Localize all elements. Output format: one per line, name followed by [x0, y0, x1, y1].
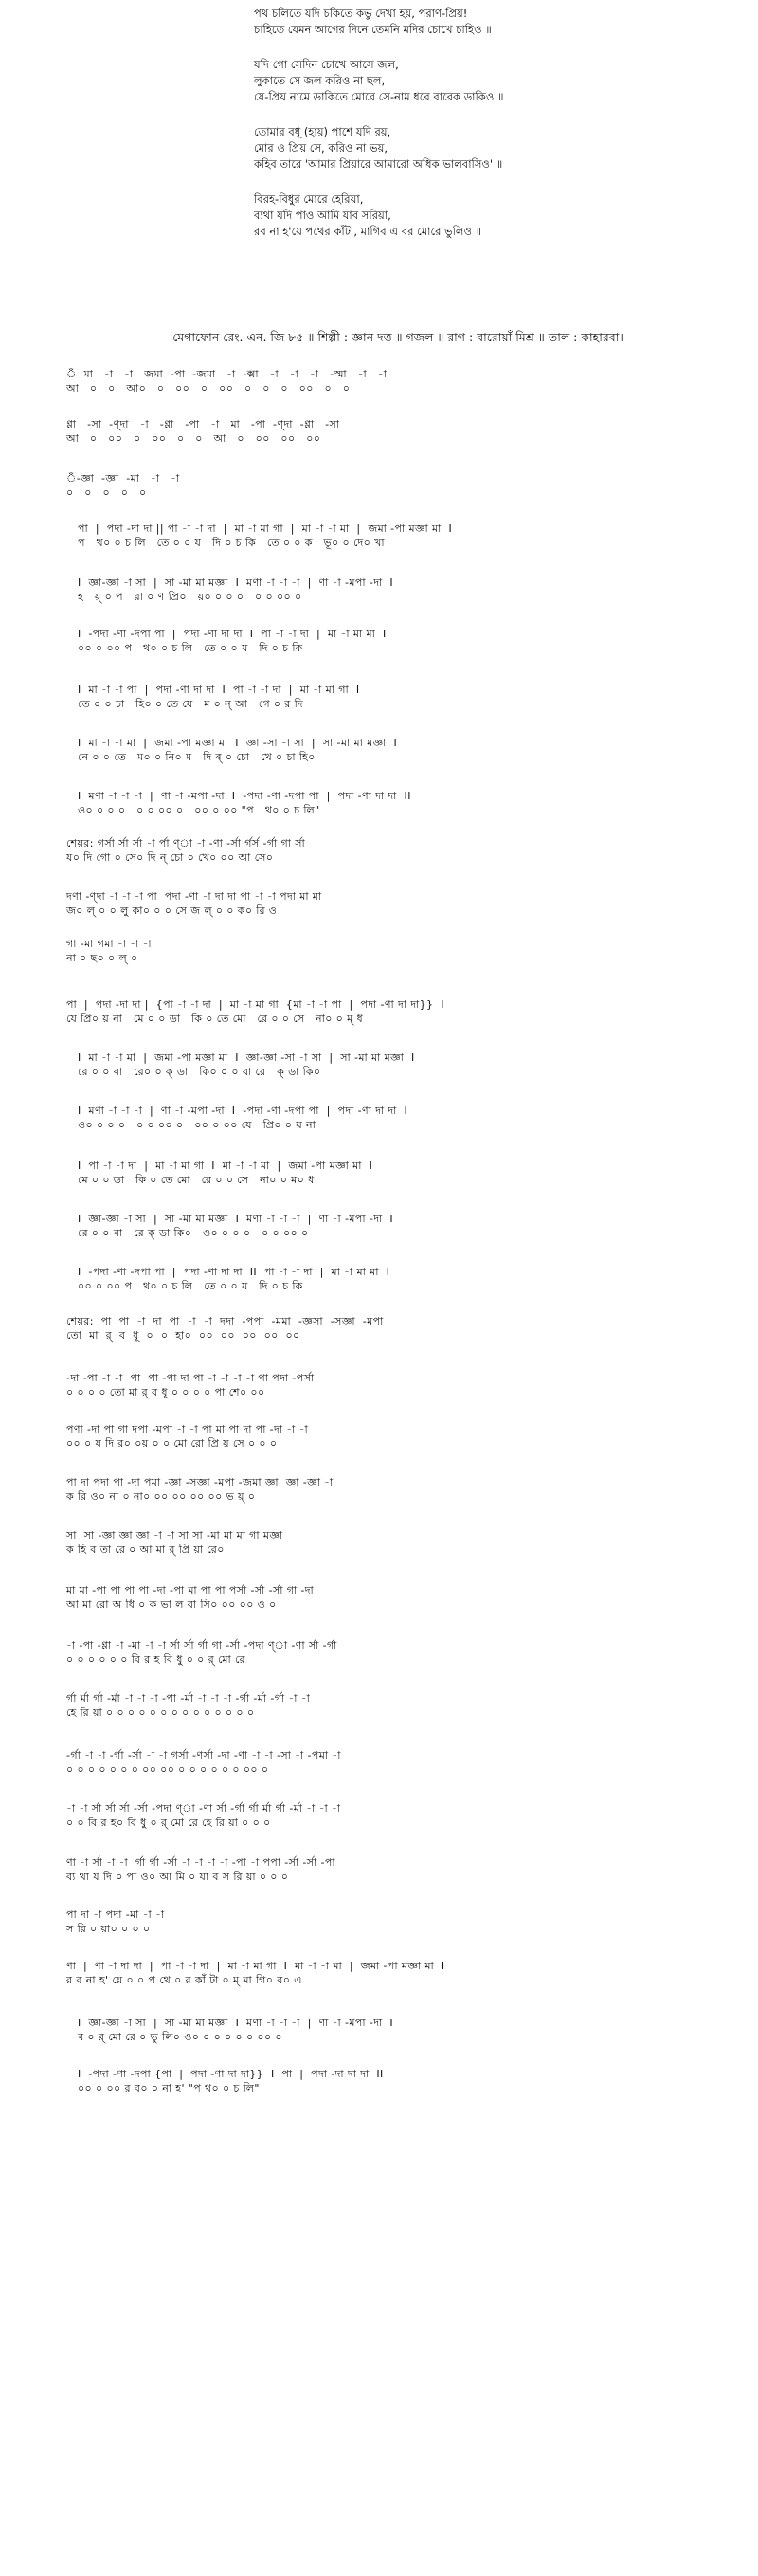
notation-row — [0, 1908, 758, 1936]
syllable-line: মে ০ ০ ডা কি ০ তে মো রে ০ ০ সে না০ ০ ম০ ধ — [78, 1174, 315, 1186]
swara-line: I জ্ঞা-জ্ঞা -া সা | সা -মা মা মজ্ঞা I মণা -া -া -া | ণা -া -মপা -দা I — [78, 1213, 393, 1225]
lyric-line: মোর ও প্রিয় সে, করিও না ভয়, — [254, 141, 388, 155]
lyrics-stanza — [254, 57, 728, 105]
swara-line: -র্গা -া -া -র্গা -র্সা -া -া গর্সা -ণর্সা -দা -ণা -া -া -সা -া -পমা -া — [66, 1749, 341, 1762]
notation-row — [0, 1159, 758, 1187]
notation-row — [0, 997, 758, 1026]
swara-line: I -পদা -ণা -দপা পা | পদা -ণা দা দা II পা -া -া দা | মা -া মা মা I — [78, 1266, 390, 1278]
syllable-line: হে রি য়া ০ ০ ০ ০ ০ ০ ০ ০ ০ ০ ০ ০ ০ ০ — [66, 1707, 255, 1719]
syllable-line: ব ০ র্ মো রে ০ ভু লি০ ও০ ০ ০ ০ ০ ০ ০০ ০ — [78, 2031, 282, 2043]
swara-line: ণা | ণা -া দা দা | পা -া -া দা | মা -া মা গা I মা -া -া মা | জমা -পা মজ্ঞা মা I — [66, 1960, 445, 1972]
notation-row — [0, 417, 758, 446]
lyric-line: পথ চলিতে যদি চকিতে কভু দেখা হয়, পরাণ-প্রিয়! — [254, 7, 468, 20]
swara-line: ঁ-জ্ঞা -জ্ঞা -মা -া -া — [66, 472, 180, 484]
syllable-line: ক হি ব তা রে ০ আ মা র্ প্রি য়া রে০ — [66, 1544, 225, 1556]
song-lyrics — [254, 6, 728, 259]
syllable-line: ০ ০ ০ ০ ০ — [66, 486, 147, 499]
swara-line: I পা -া -া দা | মা -া মা গা I মা -া -া মা | জমা -পা মজ্ঞা মা I — [78, 1160, 373, 1172]
syllable-line: ০০ ০ ০০ প থ০ ০ চ লি তে ০ ০ য দি ০ চ কি — [78, 1280, 303, 1292]
swara-line: -দা -পা -া -া পা পা -পা দা পা -া -া -া -া পা পদা -পর্সা — [66, 1372, 315, 1384]
notation-row — [0, 937, 758, 965]
notation-row — [0, 521, 758, 550]
syllable-line: প থ০ ০ চ লি তে ০ ০ য দি ০ চ কি তে ০ ০ ক ভূ০ ০ দে০ খা — [78, 537, 385, 549]
notation-row — [0, 1748, 758, 1777]
notation-row — [0, 1638, 758, 1667]
swara-line: ঁ মা -া -া জমা -পা -জমা -া -ক্মা -া -া -া -স্মা -া -া — [66, 368, 388, 380]
notation-row — [0, 1371, 758, 1399]
syllable-line: ০০ ০ ০০ প থ০ ০ চ লি তে ০ ০ য দি ০ চ কি — [78, 642, 303, 654]
swara-line: I -পদা -ণা -দপা {পা | পদা -ণা দা দা}} I পা | পদা -দা দা দা II — [78, 2068, 384, 2080]
swara-line: পা | পদা -দা দা || পা -া -া দা | মা -া মা গা | মা -া -া মা | জমা -পা মজ্ঞা মা I — [78, 522, 453, 535]
swara-line: -া -পা -ণ্ণা -া -মা -া -া র্সা র্সা র্গা গা -র্সা -পদা ণ্া -ণা র্সা -র্গা — [66, 1639, 337, 1652]
notation-row — [0, 1422, 758, 1451]
notation-row — [0, 1475, 758, 1504]
notation-row — [0, 889, 758, 918]
syllable-line: র ব না হ' য়ে ০ ০ প থে ০ র কাঁ টা ০ ম্ মা গি০ ব০ এ — [66, 1974, 302, 1986]
swara-line: পা দা পদা পা -দা পমা -জ্ঞা -সজ্ঞা -মপা -জমা জ্ঞা জ্ঞা -জ্ঞা -া — [66, 1476, 334, 1489]
syllable-line: ও০ ০ ০ ০ ০ ০ ০০ ০ ০০ ০ ০০ যে প্রি০ ০ য় না — [78, 1119, 316, 1131]
song-credits: মেগাফোন রেং. এন. জি ৮৫ ॥ শিল্পী : জ্ঞান দত্ত ॥ গজল ॥ রাগ : বারোয়াঁ মিশ্র ॥ তাল : কাহারবা। — [172, 330, 623, 344]
notation-row — [0, 2016, 758, 2044]
syllable-line: স রি ০ য়া০ ০ ০ ০ — [66, 1923, 151, 1935]
swara-line: পণা -দা পা গা দপা -মপা -া -া পা মা পা দা পা -দা -া -া — [66, 1423, 309, 1435]
swara-line: I মণা -া -া -া | ণা -া -মপা -দা I -পদা -ণা -দপা পা | পদা -ণা দা দা II — [78, 790, 411, 802]
syllable-line: ০ ০ ০ ০ তো মা র্ ব ধূ ০ ০ ০ ০ পা শে০ ০০ — [66, 1386, 265, 1398]
syllable-line: রে ০ ০ বা রে ক্ ডা কি০ ও০ ০ ০ ০ ০ ০ ০০ ০ — [78, 1227, 309, 1239]
swara-line: I জ্ঞা-জ্ঞা -া সা | সা -মা মা মজ্ঞা I মণা -া -া -া | ণা -া -মপা -দা I — [78, 2017, 393, 2029]
swara-line: দণা -ণ্দা -া -া -া পা পদা -ণা -া দা দা পা -া -া পদা মা মা — [66, 890, 322, 903]
syllable-line: ও০ ০ ০ ০ ০ ০ ০০ ০ ০০ ০ ০০ "প থ০ ০ চ লি" — [78, 804, 320, 816]
syllable-line: ০ ০ বি র হ০ বি ধু ০ র্ মো রে হে রি য়া ০ ০ ০ — [66, 1817, 271, 1829]
notation-row — [0, 471, 758, 500]
swara-line: মা মা -পা পা পা পা -দা -পা মা পা পা পর্সা -র্সা -র্সা গা -দা — [66, 1584, 315, 1597]
swara-line: শেয়র: গর্সা র্সা র্সা -া র্পা ণ্া -া -ণা -র্সা র্গর্স -র্গা গা র্সা — [66, 837, 306, 850]
notation-row — [0, 1265, 758, 1293]
notation-row — [0, 1050, 758, 1079]
syllable-line: নে ০ ০ তে ম০ ০ নি০ ম দি ৰ্ ০ চো খে ০ চা হি০ — [78, 751, 316, 763]
notation-row — [0, 1583, 758, 1612]
swara-line: I মা -া -া মা | জমা -পা মজ্ঞা মা I জ্ঞা -সা -া সা | সা -মা মা মজ্ঞা I — [78, 737, 398, 749]
notation-row — [0, 1855, 758, 1884]
notation-row — [0, 1104, 758, 1132]
swara-line: ণ্ণা -সা -ণ্দা -া -ণ্ণা -পা -া মা -পা -ণ্দা -ণ্ণা -সা — [66, 418, 340, 430]
syllable-line: আ ০ ০০ ০ ০০ ০ ০ আ ০ ০০ ০০ ০০ — [66, 432, 321, 445]
notation-row — [0, 575, 758, 604]
syllable-line: তো মা র্ ব ধূ ০ ০ হা০ ০০ ০০ ০০ ০০ ০০ — [66, 1329, 300, 1342]
notation-row — [0, 367, 758, 395]
notation-row — [0, 1314, 758, 1343]
lyric-line: বিরহ-বিধুর মোরে হেরিয়া, — [254, 192, 364, 206]
syllable-line: আ মা রো অ ধি ০ ক ভা ল বা সি০ ০০ ০০ ও ০ — [66, 1599, 277, 1611]
lyrics-stanza — [254, 192, 728, 240]
syllable-line: ব্য থা য দি ০ পা ও০ আ মি ০ যা ব স রি য়া ০ ০ ০ — [66, 1871, 289, 1883]
notation-row — [0, 683, 758, 711]
lyrics-stanza — [254, 6, 728, 38]
swara-line: I মা -া -া পা | পদা -ণা দা দা I পা -া -া দা | মা -া মা গা I — [78, 684, 360, 696]
swara-line: শেয়র: পা পা -া দা পা -া -া দদা -পপা -মমা -জ্ঞসা -সজ্ঞা -মপা — [66, 1315, 384, 1327]
swara-line: পা | পদা -দা দা | {পা -া -া দা | মা -া মা গা {মা -া -া পা | পদা -ণা দা দা}} I — [66, 998, 444, 1011]
swara-line: I মণা -া -া -া | ণা -া -মপা -দা I -পদা -ণা -দপা পা | পদা -ণা দা দা I — [78, 1105, 408, 1117]
syllable-line: ০ ০ ০ ০ ০ ০ ০ ০০ ০০ ০ ০ ০ ০ ০ ০ ০০ ০ — [66, 1763, 269, 1776]
notation-row — [0, 1801, 758, 1830]
syllable-line: ০০ ০ ০০ র ব০ ০ না হ' "প থ০ ০ চ লি" — [78, 2082, 260, 2094]
swara-line: I জ্ঞা-জ্ঞা -া সা | সা -মা মা মজ্ঞা I মণা -া -া -া | ণা -া -মপা -দা I — [78, 576, 393, 589]
notation-row — [0, 836, 758, 865]
syllable-line: রে ০ ০ বা রে০ ০ ক্ ডা কি০ ০ ০ বা রে ক্ ডা কি০ — [78, 1066, 321, 1078]
lyric-line: যে-প্রিয় নামে ডাকিতে মোরে সে-নাম ধরে বারেক ডাকিও ॥ — [254, 90, 504, 103]
lyric-line: কহিব তারে 'আমার প্রিয়ারে আমারো অধিক ভালবাসিও' ॥ — [254, 157, 503, 171]
swara-line: গা -মা গমা -া -া -া — [66, 938, 153, 950]
lyric-line: ব্যথা যদি পাও আমি যাব সরিয়া, — [254, 209, 391, 222]
notation-row — [0, 627, 758, 655]
swara-line: সা সা -জ্ঞা জ্ঞা জ্ঞা -া -া সা সা -মা মা মা গা মজ্ঞা — [66, 1529, 283, 1542]
notation-row — [0, 1959, 758, 1987]
swara-line: ণা -া র্সা -া -া র্গা র্গা -র্সা -া -া -া -া -পা -া পপা -র্সা -র্সা -পা — [66, 1856, 335, 1869]
syllable-line: আ ০ ০ আ০ ০ ০০ ০ ০০ ০ ০ ০ ০০ ০ ০ — [66, 382, 351, 394]
syllable-line: তে ০ ০ চা হি০ ০ তে যে ম ০ ন্ আ গে ০ র দি — [78, 698, 303, 710]
lyric-line: যদি গো সেদিন চোখে আসে জল, — [254, 58, 399, 71]
notation-row — [0, 789, 758, 817]
syllable-line: জ০ ল্ ০ ০ লু কা০ ০ ০ সে জ ল্ ০ ০ ক০ রি ও — [66, 904, 278, 917]
swara-line: পা দা -া পদা -মা -া -া — [66, 1909, 165, 1921]
swara-line: I মা -া -া মা | জমা -পা মজ্ঞা মা I জ্ঞা-জ্ঞা -সা -া সা | সা -মা মা মজ্ঞা I — [78, 1051, 415, 1064]
notation-row — [0, 1691, 758, 1720]
syllable-line: যে প্রি০ য় না মে ০ ০ ডা কি ০ তে মো রে ০ ০ সে না০ ০ ম্ ধ — [66, 1013, 364, 1025]
lyric-line: রব না হ'য়ে পথের কাঁটা, মাগিব এ বর মোরে ভুলিও ॥ — [254, 225, 482, 238]
notation-row — [0, 1212, 758, 1240]
notation-row — [0, 736, 758, 764]
lyric-line: চাহিতে যেমন আগের দিনে তেমনি মদির চোখে চাহিও ॥ — [254, 23, 492, 36]
syllable-line: ০০ ০ য দি র০ ০য় ০ ০ মো রো প্রি য় সে ০ ০ ০ — [66, 1437, 278, 1450]
lyrics-stanza — [254, 124, 728, 173]
syllable-line: না ০ ছ০ ০ ল্ ০ — [66, 952, 138, 964]
lyric-line: তোমার বধূ (হায়) পাশে যদি রয়, — [254, 125, 391, 138]
syllable-line: য০ দি গো ০ সে০ দি ন্ চো ০ খে০ ০০ আ সে০ — [66, 851, 274, 864]
syllable-line: ক রি ও০ না ০ না০ ০০ ০০ ০০ ০০ ভ য়্ ০ — [66, 1490, 256, 1503]
notation-row — [0, 1528, 758, 1557]
swara-line: I -পদা -ণা -দপা পা | পদা -ণা দা দা I পা -া -া দা | মা -া মা মা I — [78, 628, 387, 640]
swara-line: র্গা র্মা র্গা -র্মা -া -া -া -পা -র্মা -া -া -া -র্গা -র্মা -র্গা -া -া — [66, 1692, 311, 1705]
lyric-line: লুকাতে সে জল করিও না ছল, — [254, 74, 386, 87]
syllable-line: ০ ০ ০ ০ ০ ০ বি র হ বি ধু ০ ০ র্ মো রে — [66, 1653, 245, 1666]
syllable-line: হ য়্ ০ প রা ০ ণ প্রি০ য়০ ০ ০ ০ ০ ০ ০০ ০ — [78, 591, 302, 603]
swara-line: -া -া র্সা র্সা র্সা -র্সা -পদা ণ্া -ণা র্সা -র্গা র্গা র্মা র্গা -র্মা -া -া -া — [66, 1802, 341, 1815]
notation-row — [0, 2067, 758, 2095]
